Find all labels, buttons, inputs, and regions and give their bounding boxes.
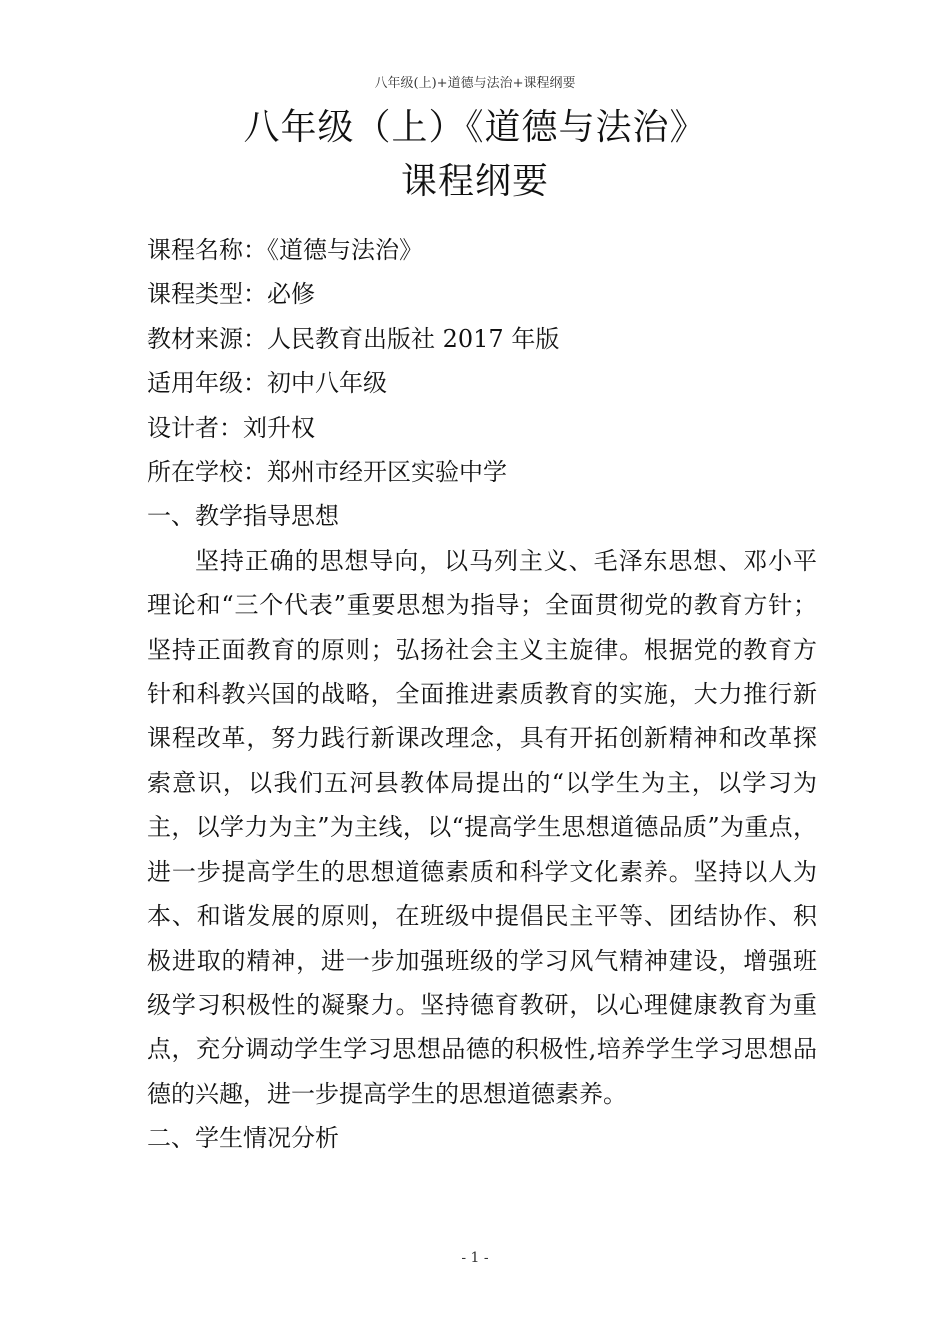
page-number: - 1 - — [461, 1250, 489, 1266]
meta-designer: 设计者：刘升权 — [147, 413, 315, 442]
running-header: 八年级(上)+道德与法治+课程纲要 — [374, 76, 576, 91]
meta-course-name: 课程名称：《道德与法治》 — [147, 236, 423, 264]
document-title: 八年级（上）《道德与法治》 — [243, 107, 707, 148]
document-subtitle: 课程纲要 — [400, 161, 549, 202]
meta-school: 所在学校：郑州市经开区实验中学 — [147, 458, 507, 487]
meta-grade: 适用年级：初中八年级 — [147, 369, 387, 398]
meta-course-type: 课程类型：必修 — [147, 280, 315, 309]
course-info — [147, 228, 817, 1161]
section-heading-guiding-ideology: 一、教学指导思想 — [147, 502, 339, 531]
section-body-guiding-ideology: 坚持正确的思想导向，以马列主义、毛泽东思想、邓小平理论和“三个代表”重要思想为指导；全面贯彻党的教育方针；坚持正面教育的原则；弘扬社会主义主旋律。根据党的教育方针和科教兴国的战略，全面推进素质教育的实施，大力推行新课程改革，努力践行新课改理念，具有开拓创新精神和改革探索意识，以我们五河县教体局提出的“以学生为主，以学习为主，以学力为主”为主线，以“提高学生思想道德品质”为重点，进一步提高学生的思想道德素质和科学文化素养。坚持以人为本、和谐发展的原则，在班级中提倡民主平等、团结协作、积极进取的精神，进一步加强班级的学习风气精神建设，增强班级学习积极性的凝聚力。坚持德育教研，以心理健康教育为重点，充分调动学生学习思想品德的积极性,培养学生学习思想品德的兴趣，进一步提高学生的思想道德素养。 — [147, 546, 817, 1108]
meta-textbook-source: 教材来源：人民教育出版社 2017 年版 — [147, 324, 560, 353]
section-heading-student-analysis: 二、学生情况分析 — [147, 1124, 339, 1153]
